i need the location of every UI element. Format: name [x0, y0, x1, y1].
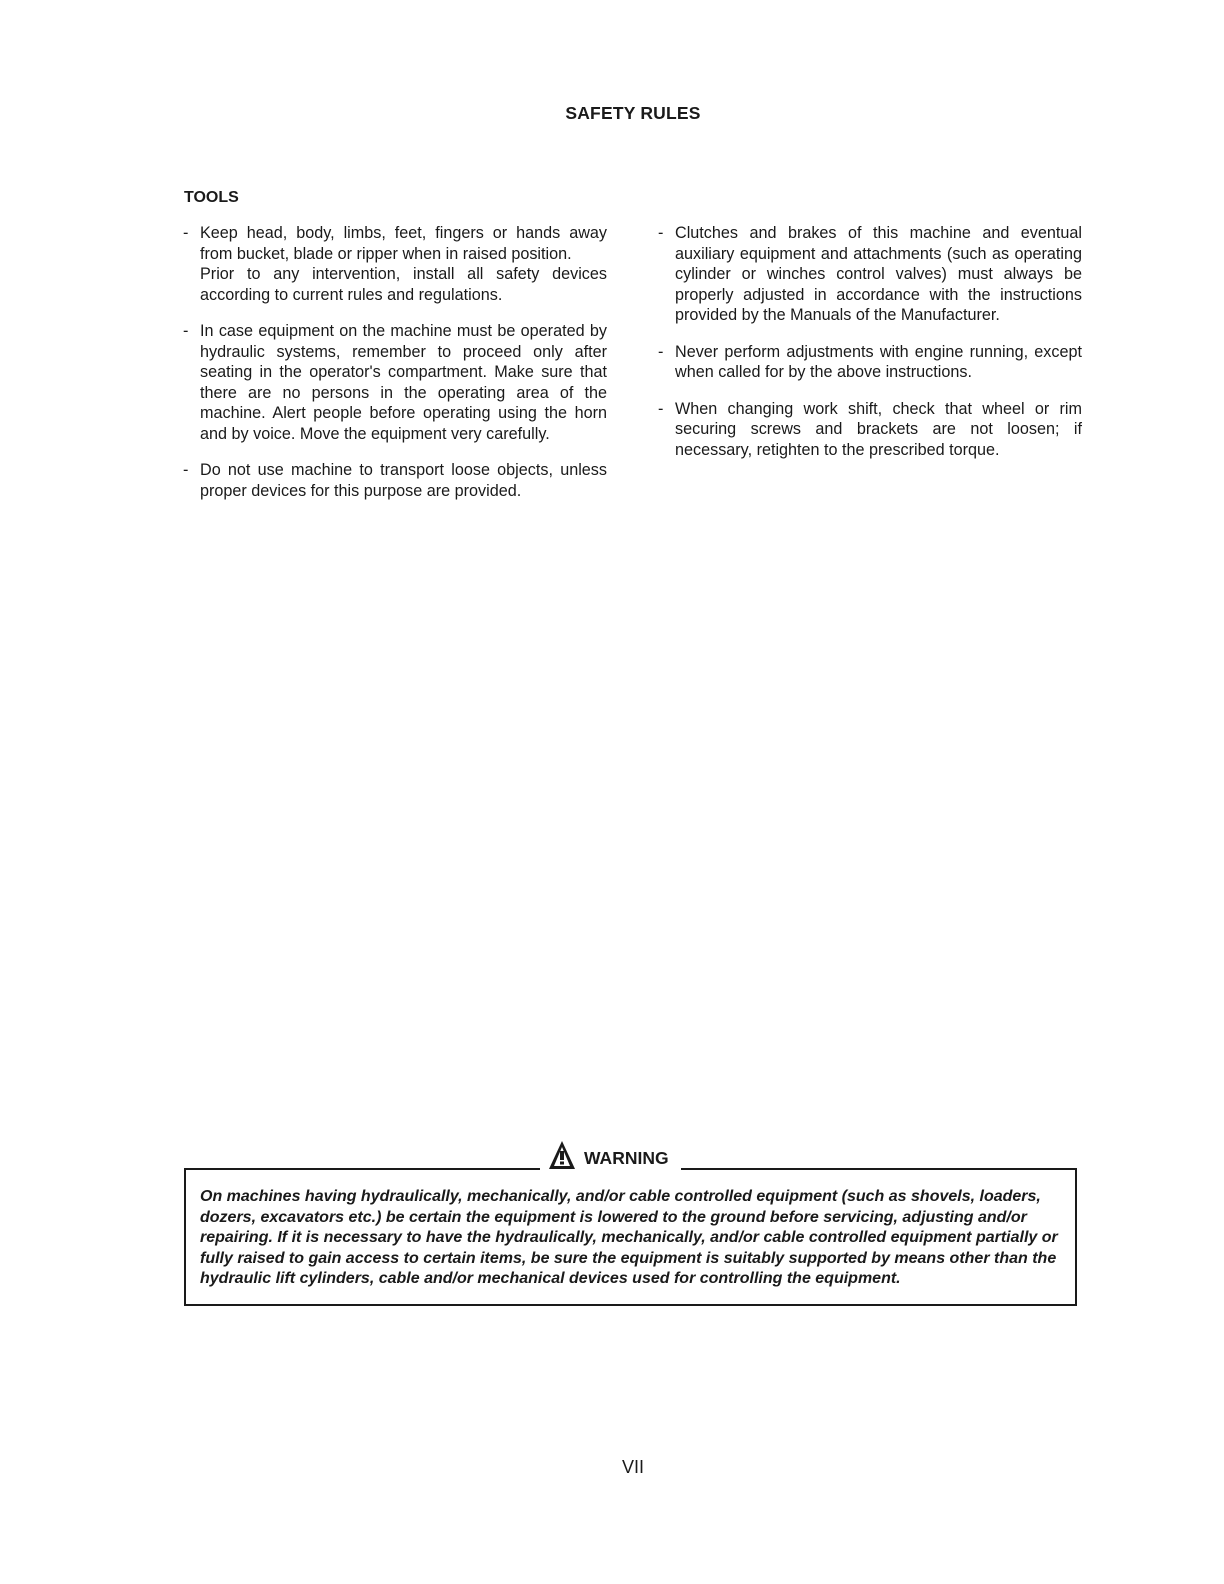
list-item-text: Never perform adjustments with engine running, except when called for by the above instructions.: [675, 342, 1082, 381]
list-item: [658, 399, 1082, 461]
list-item-text: Do not use machine to transport loose objects, unless proper devices for this purpose are provided.: [200, 461, 607, 500]
section-heading-tools: TOOLS: [184, 189, 239, 206]
list-item-text: Prior to any intervention, install all safety devices according to current rules and regulations.: [200, 265, 607, 304]
list-item-text: Clutches and brakes of this machine and eventual auxiliary equipment and attachments (such as operating cylinder or winches control valves) must always be properly adjusted in accordance with the instructions provided by the Manuals of the Manufacturer.: [675, 224, 1082, 324]
list-item: [183, 223, 607, 305]
right-column-list: [658, 223, 1082, 476]
warning-text: On machines having hydraulically, mechanically, and/or cable controlled equipment (such as shovels, loaders, dozers, excavators etc.) be certain the equipment is lowered to the ground before servicing, adjusting and/or repairing. If it is necessary to have the hydraulically, mechanically, and/or cable controlled equipment partially or fully raised to gain access to certain items, be sure the equipment is suitably supported by means other than the hydraulic lift cylinders, cable and/or mechanical devices used for controlling the equipment.: [200, 1188, 1058, 1287]
warning-header: [540, 1140, 681, 1170]
left-column-list: [183, 223, 607, 517]
list-item: [658, 223, 1082, 326]
list-item-text: In case equipment on the machine must be operated by hydraulic systems, remember to proceed only after seating in the operator's compartment. Make sure that there are no persons in the operating area of the machine. Alert people before operating using the horn and by voice. Move the equipment very carefully.: [200, 322, 607, 443]
list-item: [183, 321, 607, 444]
page-title: SAFETY RULES: [565, 103, 701, 123]
bullet-dash: -: [183, 461, 189, 479]
bullet-dash: -: [658, 399, 664, 418]
bullet-dash: -: [658, 342, 664, 361]
page-number: VII: [621, 1457, 644, 1477]
warning-triangle-icon: [548, 1140, 576, 1170]
warning-label: WARNING: [584, 1147, 669, 1168]
list-item-text: Keep head, body, limbs, feet, fingers or hands away from bucket, blade or ripper when in raised position.: [200, 224, 607, 263]
bullet-dash: -: [658, 224, 664, 242]
bullet-dash: -: [183, 224, 189, 242]
list-item-text: When changing work shift, check that wheel or rim securing screws and brackets are not loosen; if necessary, retighten to the prescribed torque.: [675, 399, 1082, 459]
list-item: [183, 460, 607, 501]
list-item: [658, 342, 1082, 383]
bullet-dash: -: [183, 322, 189, 340]
